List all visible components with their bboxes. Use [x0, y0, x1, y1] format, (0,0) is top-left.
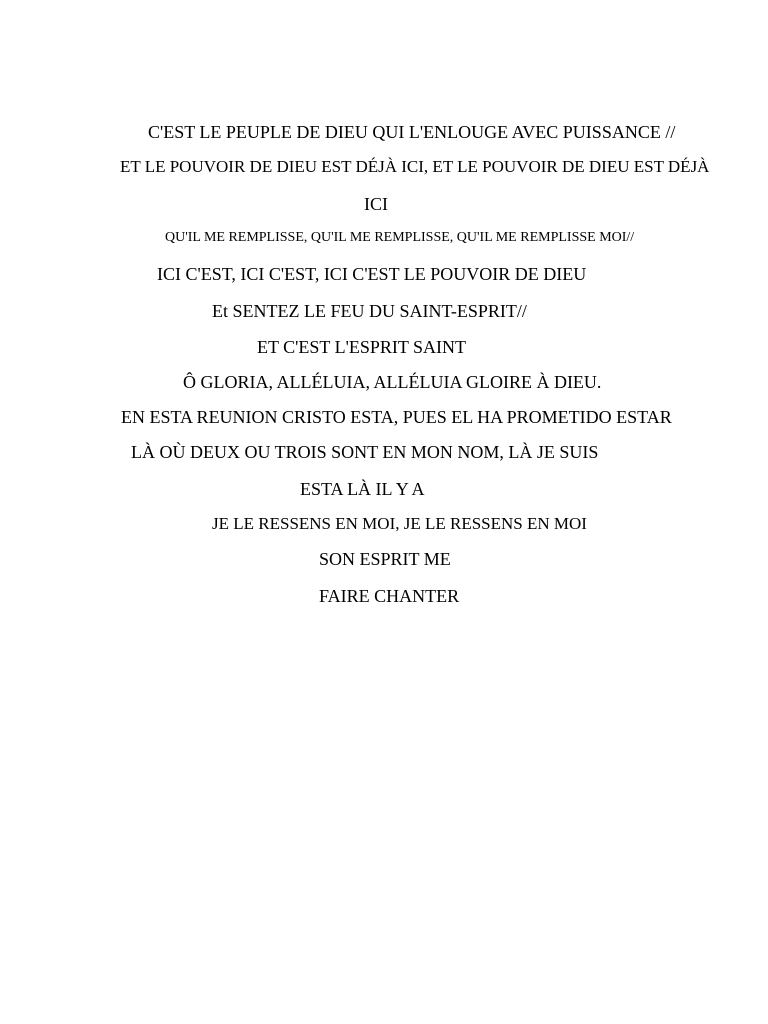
lyric-line: Et SENTEZ LE FEU DU SAINT-ESPRIT//: [212, 301, 527, 321]
lyric-line: LÀ OÙ DEUX OU TROIS SONT EN MON NOM, LÀ JE SUIS: [131, 442, 599, 462]
lyric-line: EN ESTA REUNION CRISTO ESTA, PUES EL HA PROMETIDO ESTAR: [121, 407, 672, 427]
lyric-line: C'EST LE PEUPLE DE DIEU QUI L'ENLOUGE AVEC PUISSANCE //: [148, 122, 676, 142]
lyric-line: FAIRE CHANTER: [319, 586, 460, 606]
lyric-line: Ô GLORIA, ALLÉLUIA, ALLÉLUIA GLOIRE À DIEU.: [183, 372, 602, 392]
lyric-line: ESTA LÀ IL Y A: [300, 479, 425, 499]
lyric-line: ICI C'EST, ICI C'EST, ICI C'EST LE POUVOIR DE DIEU: [157, 264, 587, 284]
lyric-line: QU'IL ME REMPLISSE, QU'IL ME REMPLISSE, QU'IL ME REMPLISSE MOI//: [165, 230, 635, 245]
lyric-line: ET LE POUVOIR DE DIEU EST DÉJÀ ICI, ET LE POUVOIR DE DIEU EST DÉJÀ: [120, 157, 710, 176]
lyric-line: ICI: [364, 194, 388, 214]
lyric-line: SON ESPRIT ME: [319, 549, 451, 569]
lyric-line: JE LE RESSENS EN MOI, JE LE RESSENS EN MOI: [212, 514, 587, 533]
lyric-line: ET C'EST L'ESPRIT SAINT: [257, 337, 467, 357]
